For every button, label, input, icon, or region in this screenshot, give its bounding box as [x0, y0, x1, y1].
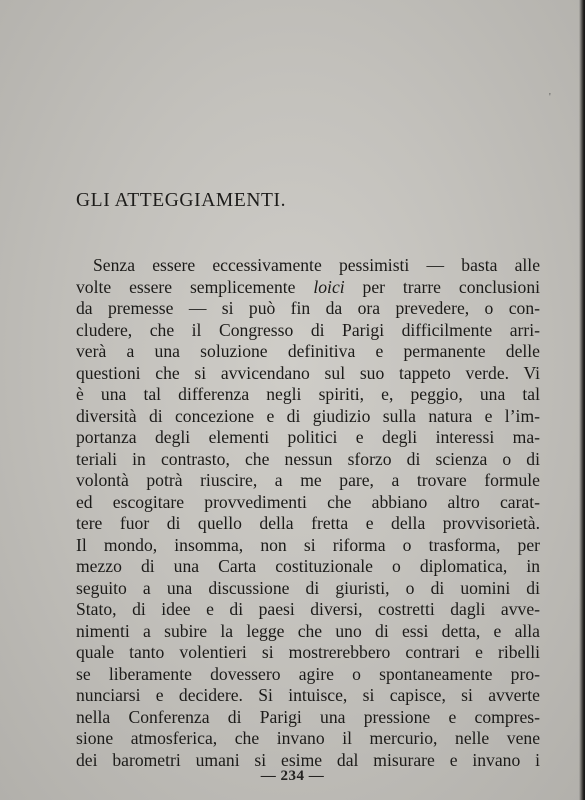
- page-edge-shadow: [579, 0, 585, 800]
- text-line: mezzo di una Carta costituzionale o diplomatica, in: [76, 556, 540, 576]
- text-line: portanza degli elementi politici e degli interessi ma-: [76, 427, 540, 447]
- text-line: questioni che si avvicendano sul suo tappeto verde. Vi: [76, 362, 540, 383]
- text-line: è una tal differenza negli spiriti, e, peggio, una tal: [76, 384, 540, 404]
- text-line: quale tanto volentieri si mostrerebbero contrari e ribelli: [76, 642, 540, 662]
- text-line: volte essere semplicemente loici per trarre conclusioni: [76, 276, 541, 297]
- print-speck: ': [549, 92, 551, 103]
- text-line: ed escogitare provvedimenti che abbiano altro carat-: [76, 491, 540, 512]
- text-line: nella Conferenza di Parigi una pressione e compres-: [76, 706, 540, 727]
- text-line: nunciarsi e decidere. Si intuisce, si capisce, si avverte: [76, 685, 540, 705]
- text-line: nimenti a subire la legge che uno di essi detta, e alla: [76, 620, 540, 641]
- text-line: da premesse — si può fin da ora prevedere, o con-: [76, 298, 540, 318]
- text-line: Stato, di idee e di paesi diversi, costretti dagli avve-: [76, 599, 540, 619]
- text-line: sione atmosferica, che invano il mercurio, nelle vene: [76, 728, 540, 748]
- body-paragraph: [76, 255, 540, 771]
- text-line: teriali in contrasto, che nessun sforzo di scienza o di: [76, 448, 540, 469]
- text-line: seguito a una discussione di giuristi, o di uomini di: [76, 577, 540, 598]
- text-line: verà a una soluzione definitiva e permanente delle: [76, 341, 540, 361]
- text-line: se liberamente dovessero agire o spontaneamente pro-: [76, 663, 540, 684]
- text-line: Il mondo, insomma, non si riforma o trasforma, per: [76, 534, 540, 555]
- text-line: dei barometri umani si esime dal misurare e invano i: [76, 749, 540, 770]
- text-line: Senza essere eccessivamente pessimisti — basta alle: [93, 255, 540, 275]
- text-line: tere fuor di quello della fretta e della provvisorietà.: [76, 513, 540, 533]
- italic-word: loici: [313, 276, 345, 297]
- text-line: cludere, che il Congresso di Parigi difficilmente arri-: [76, 319, 540, 340]
- text-line: diversità di concezione e di giudizio sulla natura e l’im-: [76, 405, 540, 426]
- chapter-heading: GLI ATTEGGIAMENTI.: [76, 190, 287, 211]
- text-line: volontà potrà riuscire, a me pare, a trovare formule: [76, 470, 540, 490]
- page-number: — 234 —: [260, 768, 325, 784]
